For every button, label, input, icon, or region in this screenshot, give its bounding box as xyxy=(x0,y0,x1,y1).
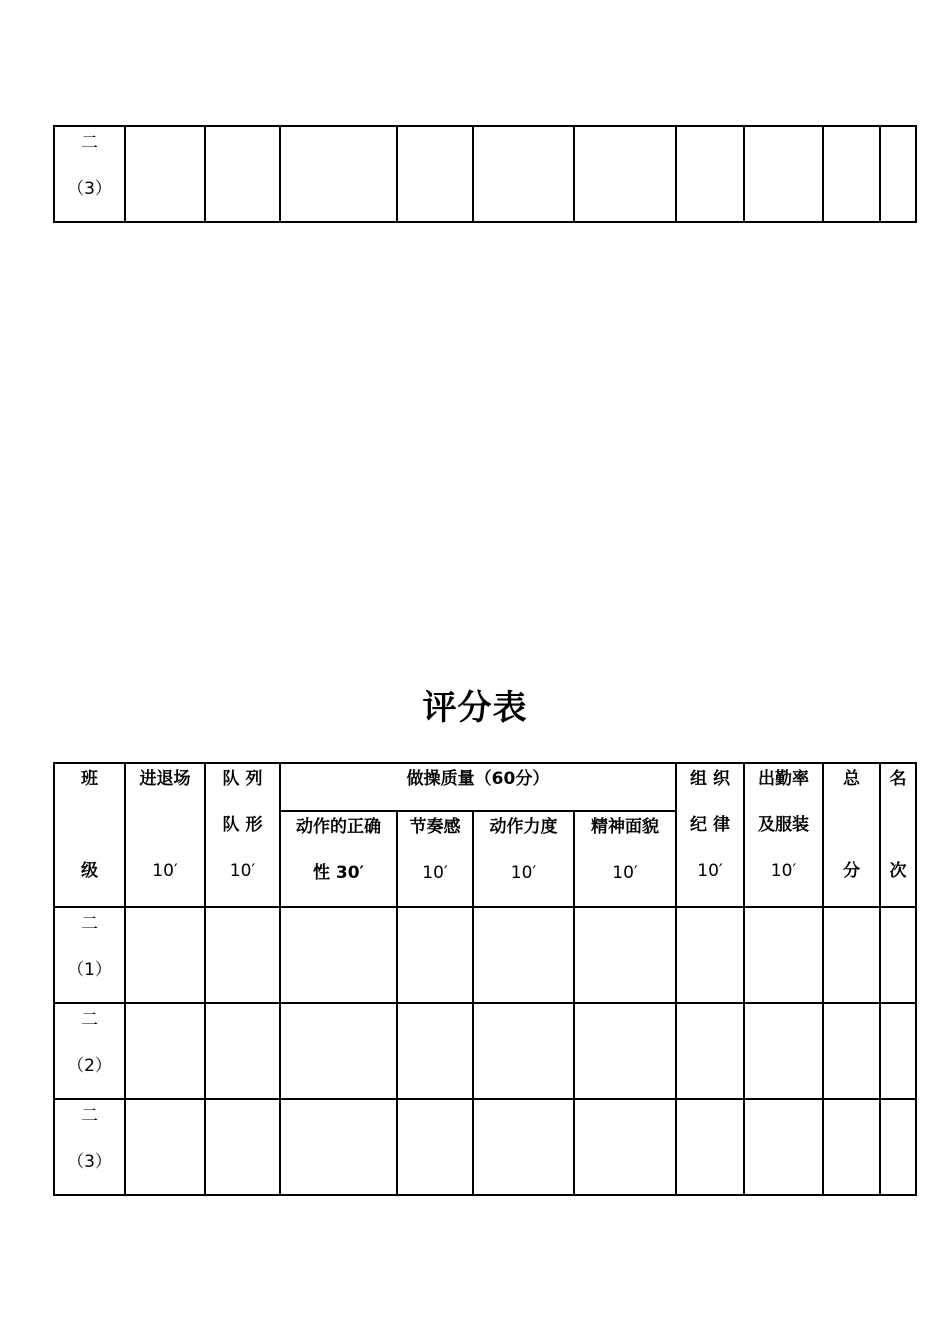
header-total xyxy=(823,763,880,907)
header-formation xyxy=(205,763,280,907)
score-cell-rhythm[interactable] xyxy=(397,126,473,222)
score-cell-rhythm[interactable] xyxy=(397,1003,473,1099)
table-row xyxy=(54,1003,916,1099)
score-cell-strength[interactable] xyxy=(473,1099,574,1195)
score-cell-rank[interactable] xyxy=(880,907,916,1003)
class-line1: 二 xyxy=(81,1010,98,1030)
score-cell-entry-exit[interactable] xyxy=(125,1003,205,1099)
header-class-line1: 班 xyxy=(81,769,98,789)
score-cell-spirit[interactable] xyxy=(574,1099,676,1195)
class-line2: （3） xyxy=(67,179,112,199)
score-cell-entry-exit[interactable] xyxy=(125,1099,205,1195)
header-discipline-points: 10′ xyxy=(697,861,723,881)
class-cell xyxy=(54,126,125,222)
header-formation-line1: 队 列 xyxy=(222,769,263,789)
header-class-line2: 级 xyxy=(81,861,98,881)
header-strength xyxy=(473,811,574,907)
header-rhythm xyxy=(397,811,473,907)
score-cell-entry-exit[interactable] xyxy=(125,126,205,222)
score-cell-total[interactable] xyxy=(823,126,880,222)
spacer xyxy=(55,810,124,856)
score-cell-attendance[interactable] xyxy=(744,1003,823,1099)
header-accuracy xyxy=(280,811,397,907)
score-cell-entry-exit[interactable] xyxy=(125,907,205,1003)
score-cell-rank[interactable] xyxy=(880,1003,916,1099)
score-cell-discipline[interactable] xyxy=(676,1003,744,1099)
header-formation-points: 10′ xyxy=(229,861,256,881)
header-rhythm-line1: 节奏感 xyxy=(409,817,461,837)
score-cell-accuracy[interactable] xyxy=(280,126,397,222)
spacer xyxy=(881,810,915,856)
score-cell-accuracy[interactable] xyxy=(280,1003,397,1099)
class-line1: 二 xyxy=(81,1106,98,1126)
header-rank-line2: 次 xyxy=(889,861,907,881)
header-row-1 xyxy=(54,763,916,811)
header-entry-exit-line1: 进退场 xyxy=(139,769,191,789)
score-cell-attendance[interactable] xyxy=(744,907,823,1003)
score-cell-discipline[interactable] xyxy=(676,907,744,1003)
class-line1: 二 xyxy=(81,133,98,153)
header-spirit xyxy=(574,811,676,907)
header-attendance xyxy=(744,763,823,907)
score-table-fragment xyxy=(53,125,917,223)
score-cell-strength[interactable] xyxy=(473,907,574,1003)
header-attendance-line1: 出勤率 xyxy=(758,769,809,789)
score-cell-rank[interactable] xyxy=(880,1099,916,1195)
spacer xyxy=(126,810,204,856)
header-rank-line1: 名 xyxy=(889,769,907,789)
class-line2: （1） xyxy=(67,960,112,980)
header-rank xyxy=(880,763,916,907)
score-cell-formation[interactable] xyxy=(205,1003,280,1099)
score-cell-rhythm[interactable] xyxy=(397,907,473,1003)
score-cell-rank[interactable] xyxy=(880,126,916,222)
header-total-line1: 总 xyxy=(843,769,860,789)
header-discipline-line2: 纪 律 xyxy=(690,815,730,835)
score-cell-formation[interactable] xyxy=(205,907,280,1003)
table-row xyxy=(54,126,916,222)
class-cell xyxy=(54,907,125,1003)
class-cell xyxy=(54,1003,125,1099)
header-accuracy-line1: 动作的正确 xyxy=(296,817,381,837)
header-rhythm-points: 10′ xyxy=(422,863,448,883)
header-entry-exit-points: 10′ xyxy=(152,861,178,881)
spacer xyxy=(824,810,879,856)
class-line1: 二 xyxy=(81,914,98,934)
header-spirit-line1: 精神面貌 xyxy=(591,817,659,837)
score-cell-total[interactable] xyxy=(823,907,880,1003)
header-attendance-line2: 及服装 xyxy=(758,815,809,835)
header-spirit-points: 10′ xyxy=(612,863,638,883)
score-cell-formation[interactable] xyxy=(205,1099,280,1195)
class-cell xyxy=(54,1099,125,1195)
score-cell-spirit[interactable] xyxy=(574,126,676,222)
page-title: 评分表 xyxy=(422,688,528,728)
header-strength-points: 10′ xyxy=(510,863,537,883)
score-cell-accuracy[interactable] xyxy=(280,1099,397,1195)
score-cell-strength[interactable] xyxy=(473,1003,574,1099)
header-entry-exit xyxy=(125,763,205,907)
header-attendance-points: 10′ xyxy=(770,861,797,881)
score-cell-formation[interactable] xyxy=(205,126,280,222)
table-row xyxy=(54,1099,916,1195)
score-cell-total[interactable] xyxy=(823,1003,880,1099)
score-cell-total[interactable] xyxy=(823,1099,880,1195)
header-discipline xyxy=(676,763,744,907)
score-cell-discipline[interactable] xyxy=(676,126,744,222)
header-accuracy-line2: 性 30′ xyxy=(312,863,365,883)
header-discipline-line1: 组 织 xyxy=(690,769,730,789)
table-row xyxy=(54,907,916,1003)
header-total-line2: 分 xyxy=(843,861,860,881)
score-cell-spirit[interactable] xyxy=(574,1003,676,1099)
class-line2: （3） xyxy=(67,1152,112,1172)
score-cell-discipline[interactable] xyxy=(676,1099,744,1195)
score-cell-strength[interactable] xyxy=(473,126,574,222)
score-table xyxy=(53,762,917,1196)
header-class xyxy=(54,763,125,907)
header-quality-label: 做操质量（60分） xyxy=(406,769,550,789)
score-cell-accuracy[interactable] xyxy=(280,907,397,1003)
score-cell-attendance[interactable] xyxy=(744,1099,823,1195)
score-cell-rhythm[interactable] xyxy=(397,1099,473,1195)
header-quality xyxy=(280,763,676,811)
header-formation-line2: 队 形 xyxy=(222,815,263,835)
score-cell-spirit[interactable] xyxy=(574,907,676,1003)
score-cell-attendance[interactable] xyxy=(744,126,823,222)
header-strength-line1: 动作力度 xyxy=(489,817,558,837)
class-line2: （2） xyxy=(67,1056,112,1076)
